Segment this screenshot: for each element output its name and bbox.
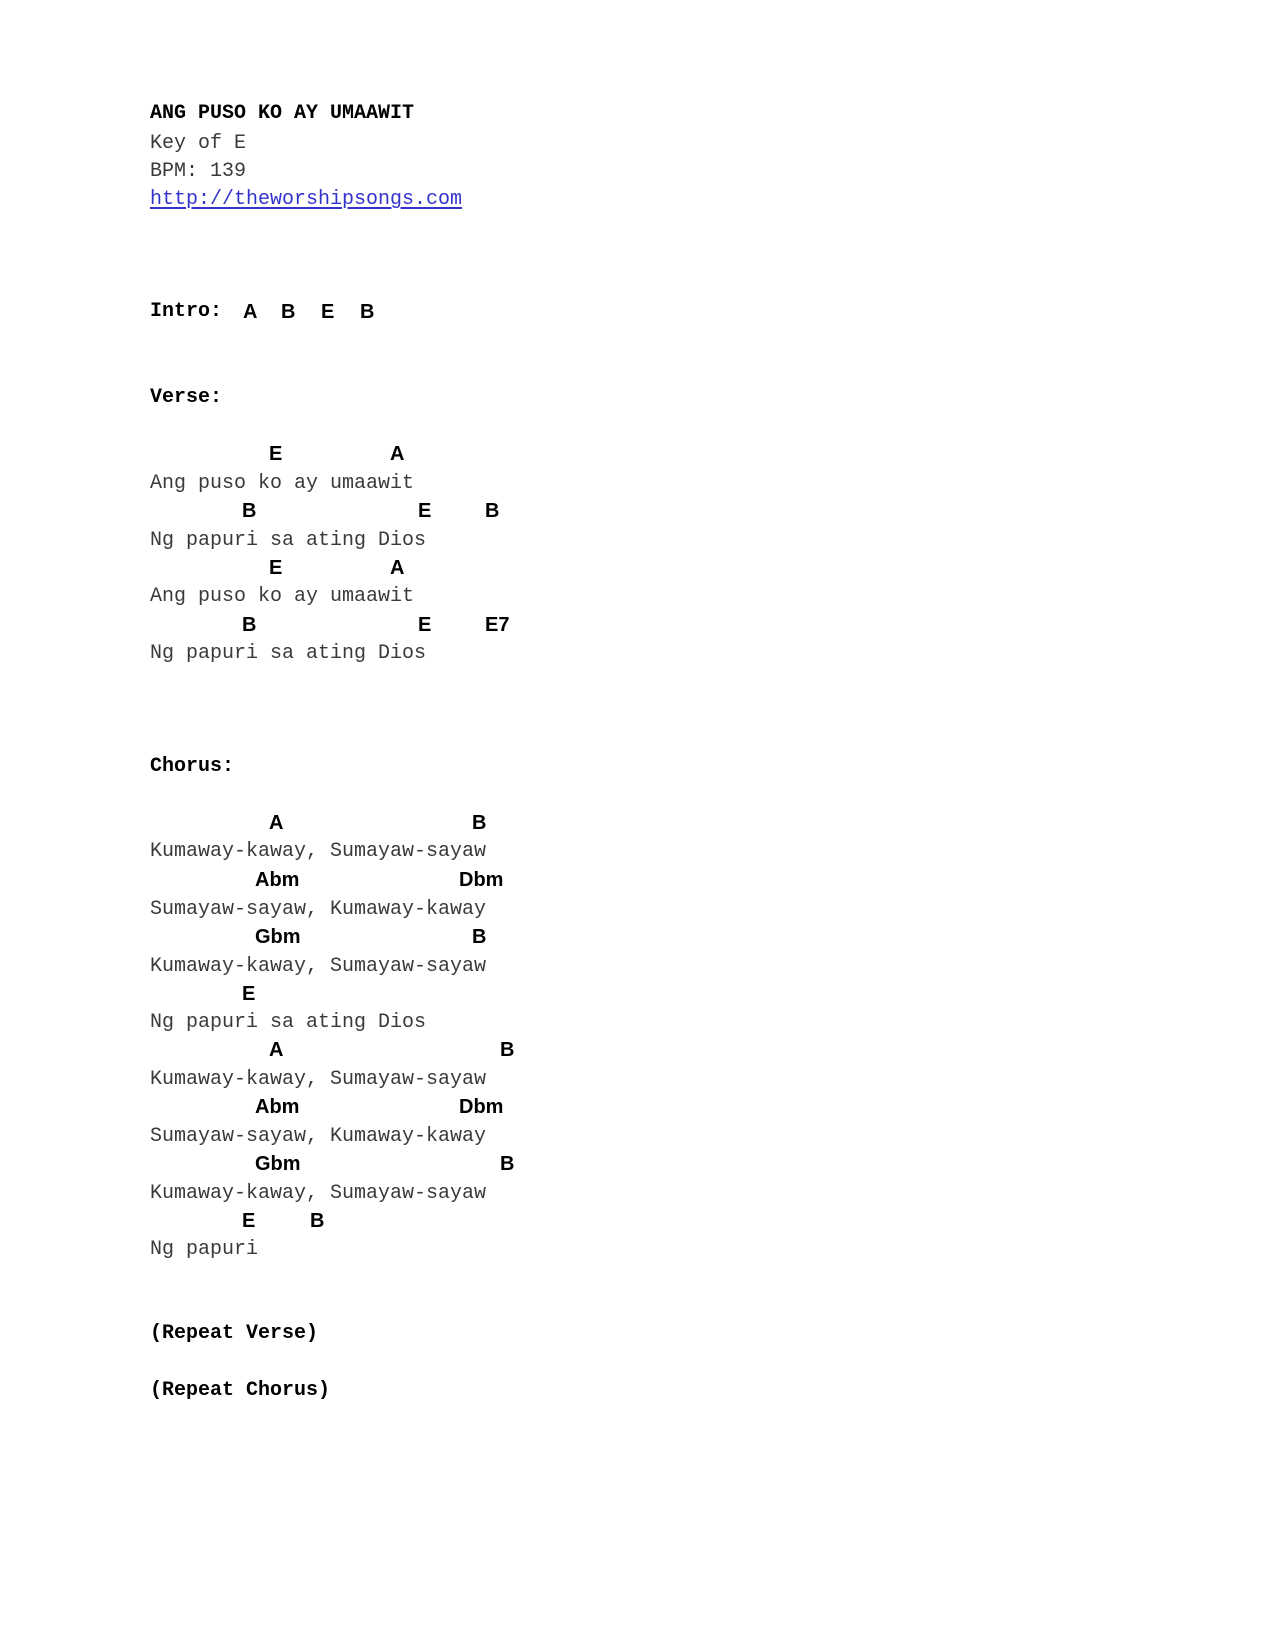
- verse-chord: B: [485, 500, 500, 522]
- chorus-chord: B: [500, 1153, 515, 1175]
- chorus-chord: B: [472, 812, 487, 834]
- verse-chord: E: [269, 443, 283, 465]
- repeat-verse-note: (Repeat Verse): [150, 1322, 319, 1345]
- song-bpm: BPM: 139: [150, 160, 247, 183]
- chorus-label: Chorus:: [150, 755, 235, 778]
- chorus-chord: B: [472, 926, 487, 948]
- intro-label: Intro:: [150, 300, 223, 323]
- verse-chord: A: [390, 557, 405, 579]
- verse-chord: B: [242, 500, 257, 522]
- chorus-chord: Dbm: [459, 869, 504, 891]
- verse-chord: E: [269, 557, 283, 579]
- chorus-chord: B: [500, 1039, 515, 1061]
- verse-chord: E: [418, 614, 432, 636]
- song-key: Key of E: [150, 132, 247, 155]
- chorus-lyric-line: Ng papuri sa ating Dios: [150, 1011, 427, 1034]
- chorus-chord: A: [269, 1039, 284, 1061]
- chorus-chord: Abm: [255, 1096, 300, 1118]
- verse-chord: E: [418, 500, 432, 522]
- song-title: ANG PUSO KO AY UMAAWIT: [150, 102, 415, 125]
- verse-chord: B: [242, 614, 257, 636]
- chorus-lyric-line: Sumayaw-sayaw, Kumaway-kaway: [150, 1125, 487, 1148]
- verse-chord: A: [390, 443, 405, 465]
- intro-chord: B: [281, 301, 296, 323]
- chorus-lyric-line: Kumaway-kaway, Sumayaw-sayaw: [150, 1068, 487, 1091]
- verse-lyric-line: Ang puso ko ay umaawit: [150, 472, 415, 495]
- chorus-chord: Dbm: [459, 1096, 504, 1118]
- chorus-lyric-line: Kumaway-kaway, Sumayaw-sayaw: [150, 955, 487, 978]
- chorus-lyric-line: Sumayaw-sayaw, Kumaway-kaway: [150, 898, 487, 921]
- verse-lyric-line: Ng papuri sa ating Dios: [150, 642, 427, 665]
- chorus-chord: A: [269, 812, 284, 834]
- intro-chord: B: [360, 301, 375, 323]
- chorus-chord: Gbm: [255, 1153, 301, 1175]
- intro-chord: E: [321, 301, 335, 323]
- verse-lyric-line: Ang puso ko ay umaawit: [150, 585, 415, 608]
- chorus-lyric-line: Ng papuri: [150, 1238, 259, 1261]
- repeat-chorus-note: (Repeat Chorus): [150, 1379, 331, 1402]
- chorus-chord: Gbm: [255, 926, 301, 948]
- chorus-chord: B: [310, 1210, 325, 1232]
- chorus-lyric-line: Kumaway-kaway, Sumayaw-sayaw: [150, 1182, 487, 1205]
- chorus-chord: E: [242, 1210, 256, 1232]
- verse-chord: E7: [485, 614, 510, 636]
- verse-lyric-line: Ng papuri sa ating Dios: [150, 529, 427, 552]
- chorus-lyric-line: Kumaway-kaway, Sumayaw-sayaw: [150, 840, 487, 863]
- intro-chord: A: [243, 301, 258, 323]
- chorus-chord: Abm: [255, 869, 300, 891]
- verse-label: Verse:: [150, 386, 223, 409]
- source-link[interactable]: http://theworshipsongs.com: [150, 188, 463, 211]
- chorus-chord: E: [242, 983, 256, 1005]
